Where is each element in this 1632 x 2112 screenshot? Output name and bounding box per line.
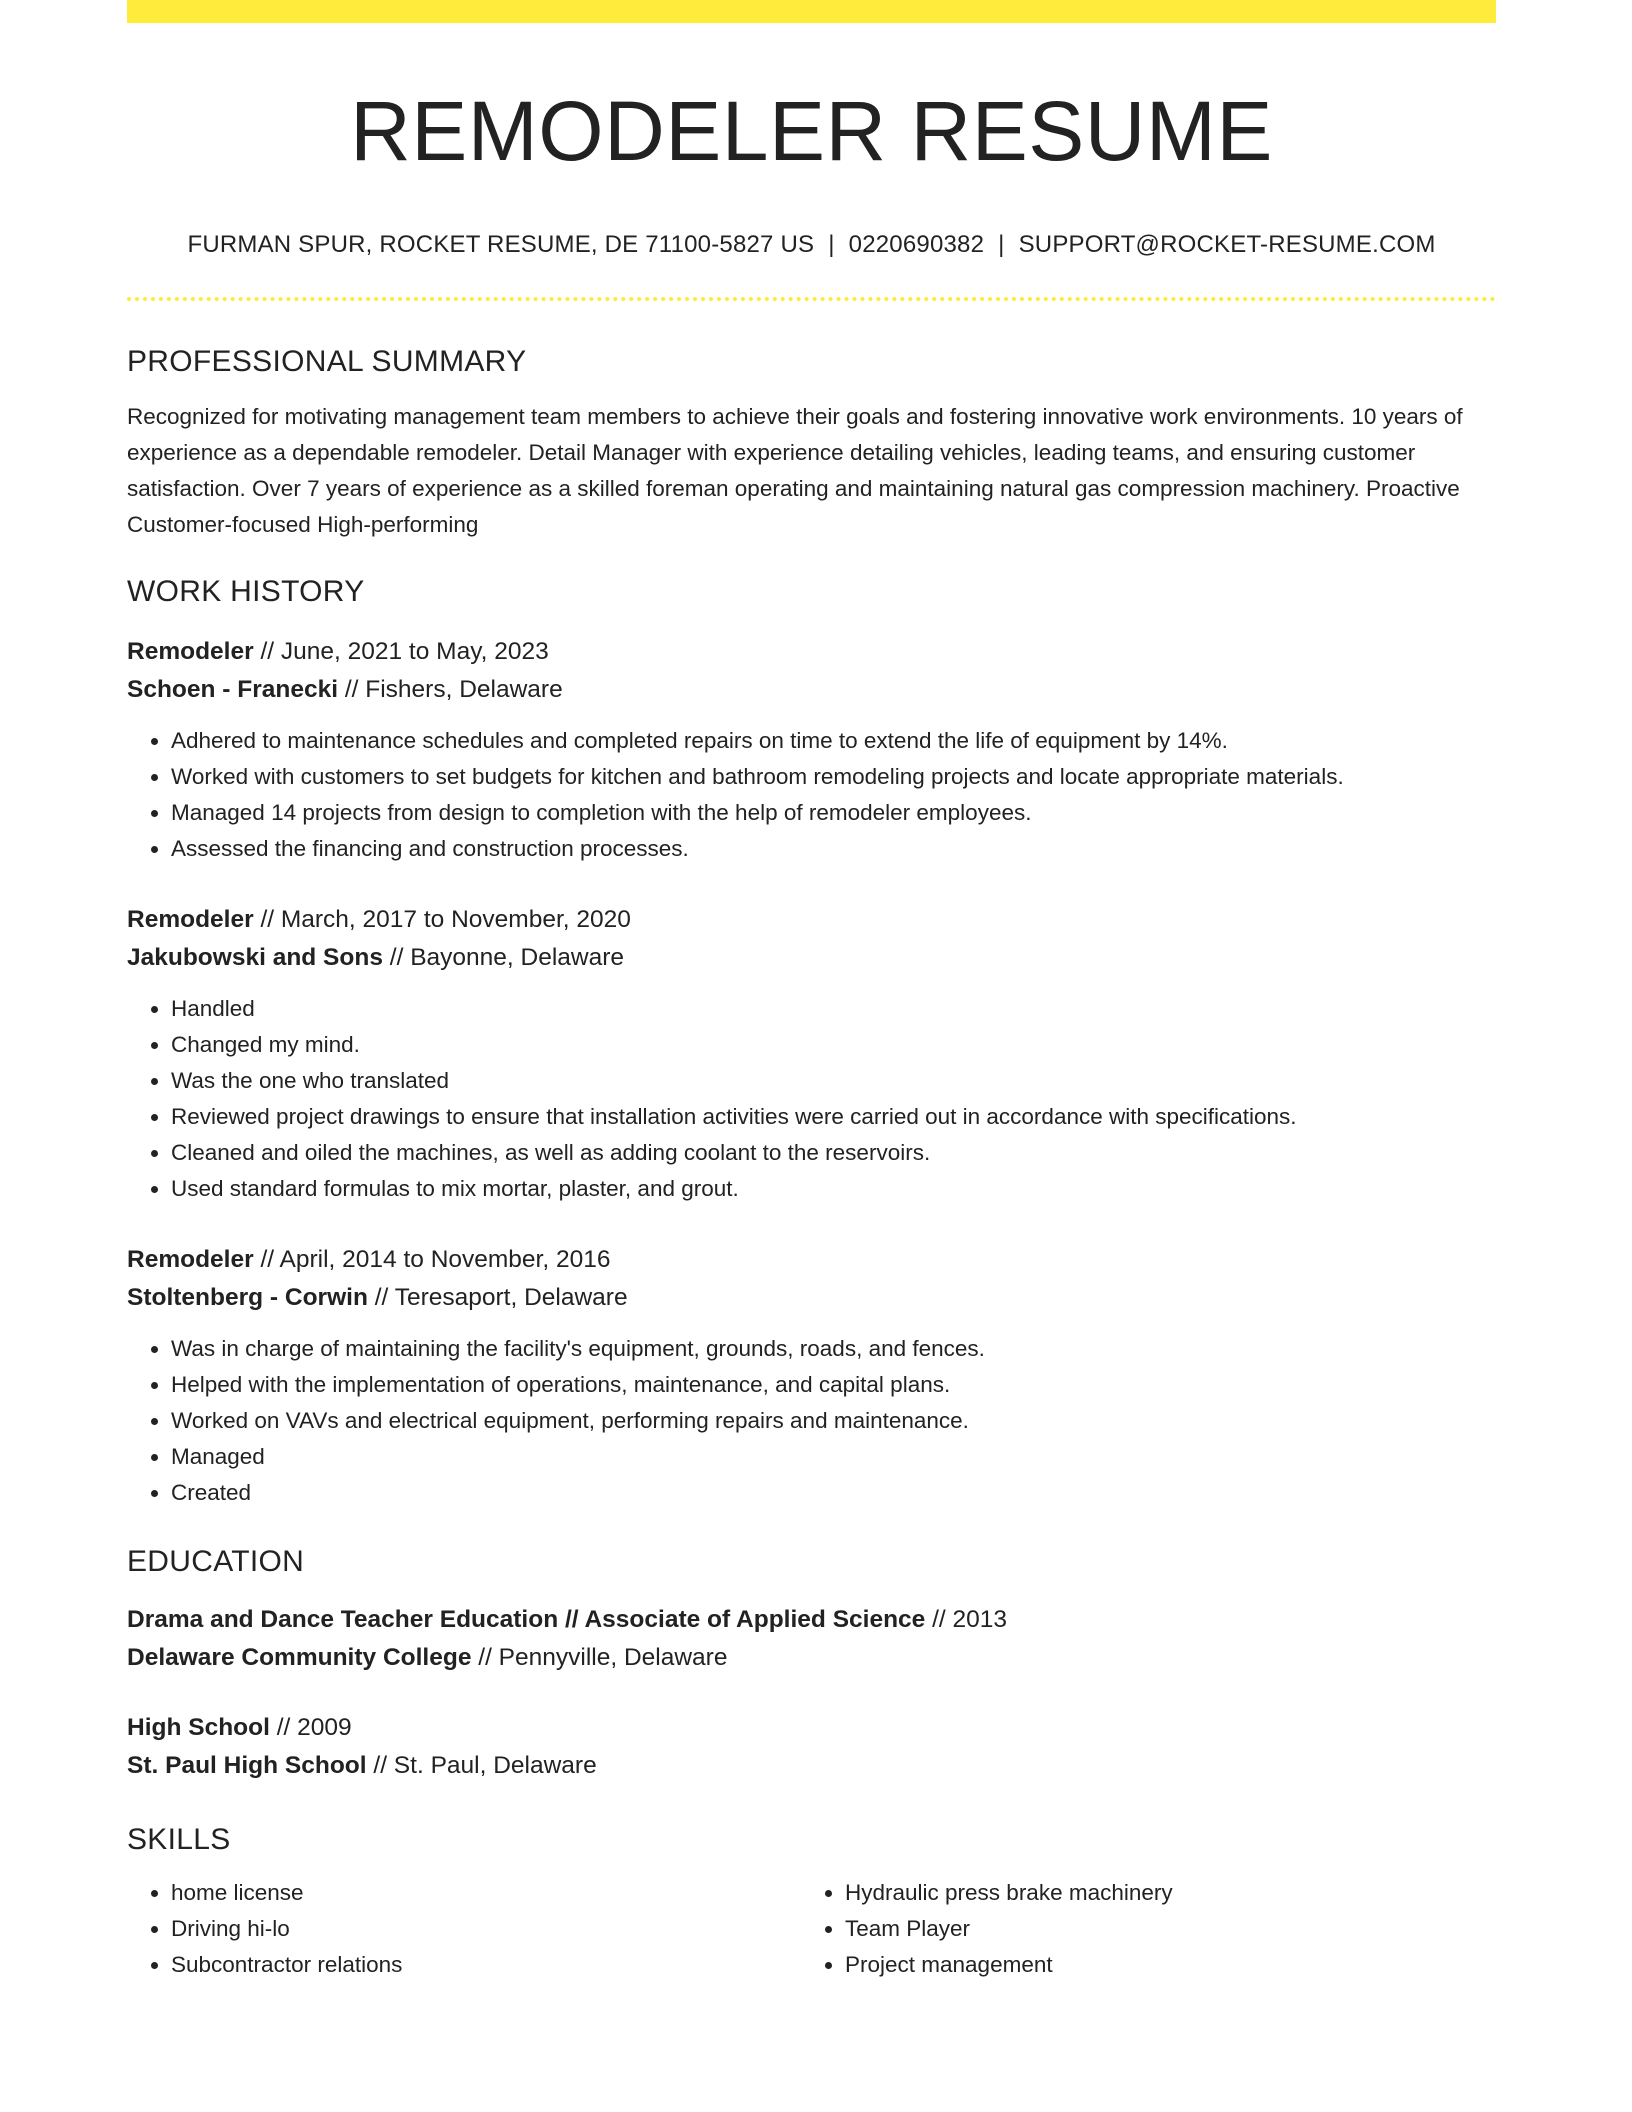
education-entry [127, 1601, 1496, 1677]
education-school-line [127, 1639, 1496, 1677]
list-item: • Assessed the financing and construction processes. [171, 831, 1496, 867]
accent-top-bar [127, 0, 1496, 23]
education-location: // St. Paul, Delaware [366, 1752, 597, 1780]
resume-page [127, 0, 1496, 1983]
skill-item: • home license [171, 1875, 801, 1911]
education-year: // 2009 [269, 1714, 352, 1742]
education-entry [127, 1709, 1496, 1785]
job-entry [127, 633, 1496, 867]
job-title-line [127, 633, 1496, 671]
education-degree: Drama and Dance Teacher Education // Associate of Applied Science [127, 1606, 926, 1634]
section-title-work-history: WORK HISTORY [127, 575, 365, 609]
job-location: // Fishers, Delaware [338, 676, 563, 704]
job-role: Remodeler [127, 638, 254, 666]
skills-list-right [801, 1875, 1475, 1983]
job-dates: // June, 2021 to May, 2023 [253, 638, 549, 666]
list-item: • Reviewed project drawings to ensure that installation activities were carried out in accordance with specifications. [171, 1099, 1496, 1135]
skills-columns [127, 1875, 1496, 1983]
job-company-line [127, 671, 1496, 709]
education-degree-line [127, 1601, 1496, 1639]
education-school: Delaware Community College [127, 1644, 472, 1672]
job-dates: // April, 2014 to November, 2016 [253, 1246, 611, 1274]
list-item: • Managed 14 projects from design to completion with the help of remodeler employees. [171, 795, 1496, 831]
list-item: • Managed [171, 1439, 1496, 1475]
list-item: • Handled [171, 991, 1496, 1027]
list-item: • Adhered to maintenance schedules and completed repairs on time to extend the life of equipment by 14%. [171, 723, 1496, 759]
skill-item: • Team Player [845, 1911, 1475, 1947]
job-company-line [127, 1279, 1496, 1317]
list-item: • Cleaned and oiled the machines, as well as adding coolant to the reservoirs. [171, 1135, 1496, 1171]
contact-email: SUPPORT@ROCKET-RESUME.COM [1018, 231, 1436, 259]
education-degree: High School [127, 1714, 270, 1742]
contact-separator: | [828, 231, 835, 259]
job-title-line [127, 901, 1496, 939]
contact-address: FURMAN SPUR, ROCKET RESUME, DE 71100-5827 US [187, 231, 815, 259]
list-item: • Helped with the implementation of operations, maintenance, and capital plans. [171, 1367, 1496, 1403]
education-degree-line [127, 1709, 1496, 1747]
job-company: Schoen - Franecki [127, 676, 339, 704]
education-school-line [127, 1747, 1496, 1785]
list-item: • Was the one who translated [171, 1063, 1496, 1099]
education-location: // Pennyville, Delaware [471, 1644, 728, 1672]
job-company: Jakubowski and Sons [127, 944, 383, 972]
list-item: • Created [171, 1475, 1496, 1511]
job-bullets [127, 1331, 1496, 1511]
job-bullets [127, 723, 1496, 867]
contact-separator: | [998, 231, 1005, 259]
job-bullets [127, 991, 1496, 1207]
list-item: • Worked with customers to set budgets for kitchen and bathroom remodeling projects and locate appropriate materials. [171, 759, 1496, 795]
job-location: // Bayonne, Delaware [382, 944, 625, 972]
list-item: • Worked on VAVs and electrical equipment, performing repairs and maintenance. [171, 1403, 1496, 1439]
skill-item: • Driving hi-lo [171, 1911, 801, 1947]
job-company-line [127, 939, 1496, 977]
contact-phone: 0220690382 [848, 231, 985, 259]
section-title-skills: SKILLS [127, 1823, 231, 1857]
job-entry [127, 901, 1496, 1207]
contact-line [127, 231, 1496, 259]
skill-item: • Hydraulic press brake machinery [845, 1875, 1475, 1911]
job-location: // Teresaport, Delaware [367, 1284, 628, 1312]
resume-title: REMODELER RESUME [350, 84, 1273, 178]
job-company: Stoltenberg - Corwin [127, 1284, 368, 1312]
job-entry [127, 1241, 1496, 1511]
job-title-line [127, 1241, 1496, 1279]
list-item: • Changed my mind. [171, 1027, 1496, 1063]
job-dates: // March, 2017 to November, 2020 [253, 906, 631, 934]
summary-text: Recognized for motivating management team members to achieve their goals and fostering innovative work environments. 10 years of experience as a dependable remodeler. Detail Manager with experience detailing vehicles, leading teams, and ensuring customer satisfaction. Over 7 years of experience as a skilled foreman operating and maintaining natural gas compression machinery. Proactive Customer-focused High-performing [127, 404, 1463, 538]
job-role: Remodeler [127, 1246, 254, 1274]
list-item: • Used standard formulas to mix mortar, plaster, and grout. [171, 1171, 1496, 1207]
skill-item: • Subcontractor relations [171, 1947, 801, 1983]
dotted-divider [127, 297, 1496, 301]
skill-item: • Project management [845, 1947, 1475, 1983]
list-item: • Was in charge of maintaining the facility's equipment, grounds, roads, and fences. [171, 1331, 1496, 1367]
skills-list-left [127, 1875, 801, 1983]
section-title-education: EDUCATION [127, 1545, 305, 1579]
education-year: // 2013 [925, 1606, 1008, 1634]
job-role: Remodeler [127, 906, 254, 934]
section-title-summary: PROFESSIONAL SUMMARY [127, 345, 527, 379]
education-school: St. Paul High School [127, 1752, 367, 1780]
